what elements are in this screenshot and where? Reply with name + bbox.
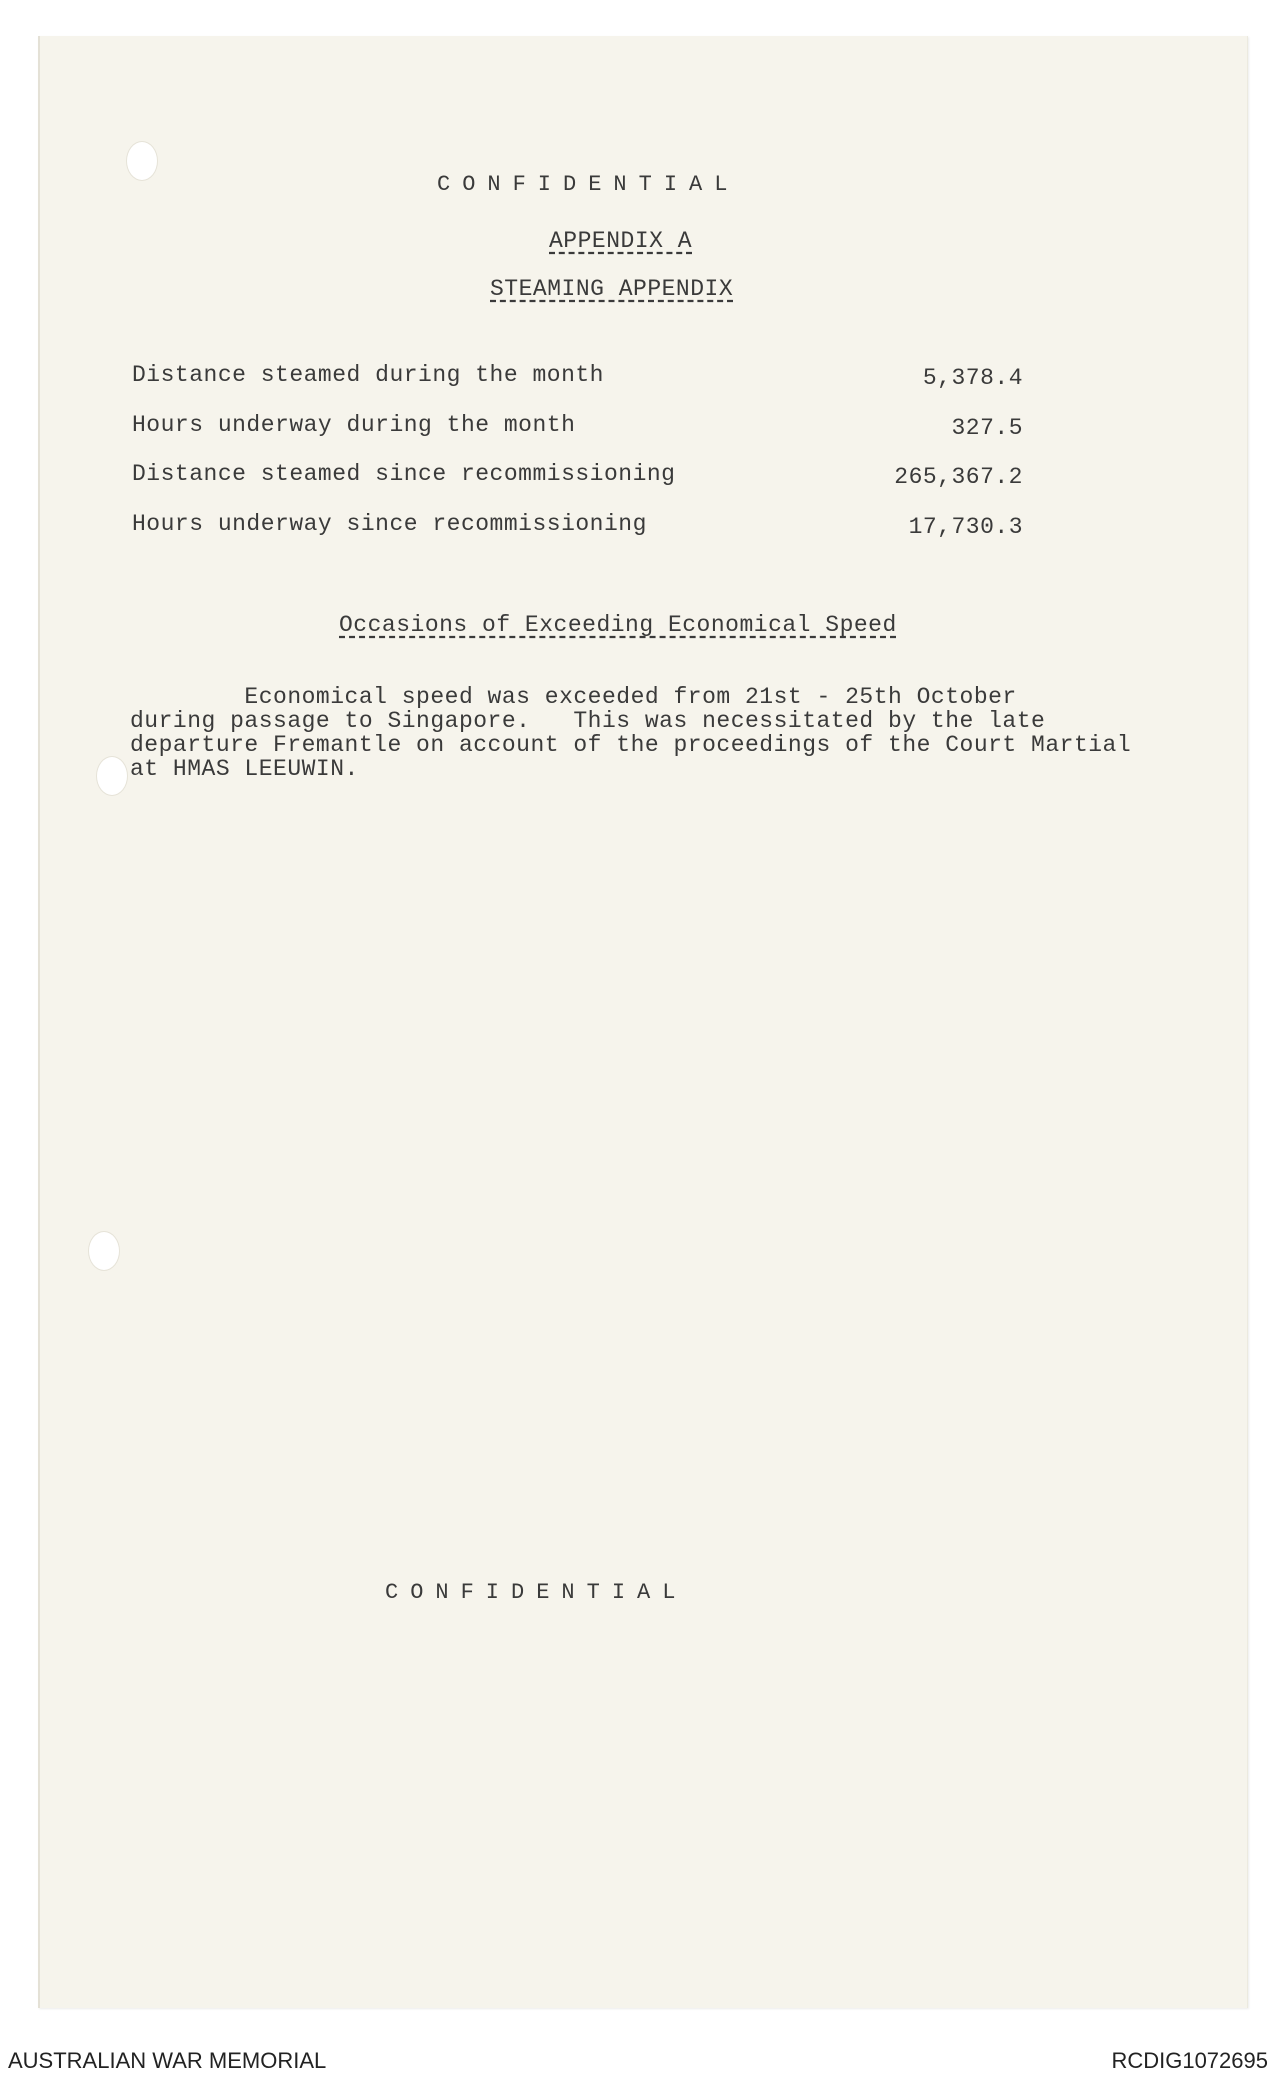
stat-label: Hours underway since recommissioning (132, 511, 647, 537)
punch-hole-middle (96, 756, 128, 796)
archive-institution: AUSTRALIAN WAR MEMORIAL (8, 2048, 327, 2073)
paragraph-line: Economical speed was exceeded from 21st - 25th October (130, 684, 1017, 710)
stat-label: Hours underway during the month (132, 412, 576, 438)
archive-record-id: RCDIG1072695 (1111, 2048, 1268, 2073)
paragraph-line: during passage to Singapore. This was necessitated by the late (130, 708, 1046, 734)
stat-value: 17,730.3 (908, 514, 1023, 540)
appendix-subtitle: STEAMING APPENDIX (490, 276, 734, 302)
stat-value: 5,378.4 (922, 365, 1023, 391)
confidential-footer: CONFIDENTIAL (385, 1580, 688, 1605)
section-heading: Occasions of Exceeding Economical Speed (339, 612, 897, 638)
punch-hole-top (126, 141, 158, 181)
stat-value: 327.5 (951, 415, 1023, 441)
document-page (38, 36, 1248, 2008)
paragraph-line: at HMAS LEEUWIN. (130, 756, 359, 782)
appendix-title: APPENDIX A (549, 228, 693, 254)
paragraph-line: departure Fremantle on account of the proceedings of the Court Martial (130, 732, 1132, 758)
confidential-header: CONFIDENTIAL (437, 172, 740, 197)
punch-hole-bottom (88, 1231, 120, 1271)
body-paragraph (130, 685, 1180, 781)
stat-label: Distance steamed during the month (132, 362, 604, 388)
stat-label: Distance steamed since recommissioning (132, 461, 676, 487)
stat-value: 265,367.2 (894, 464, 1023, 490)
